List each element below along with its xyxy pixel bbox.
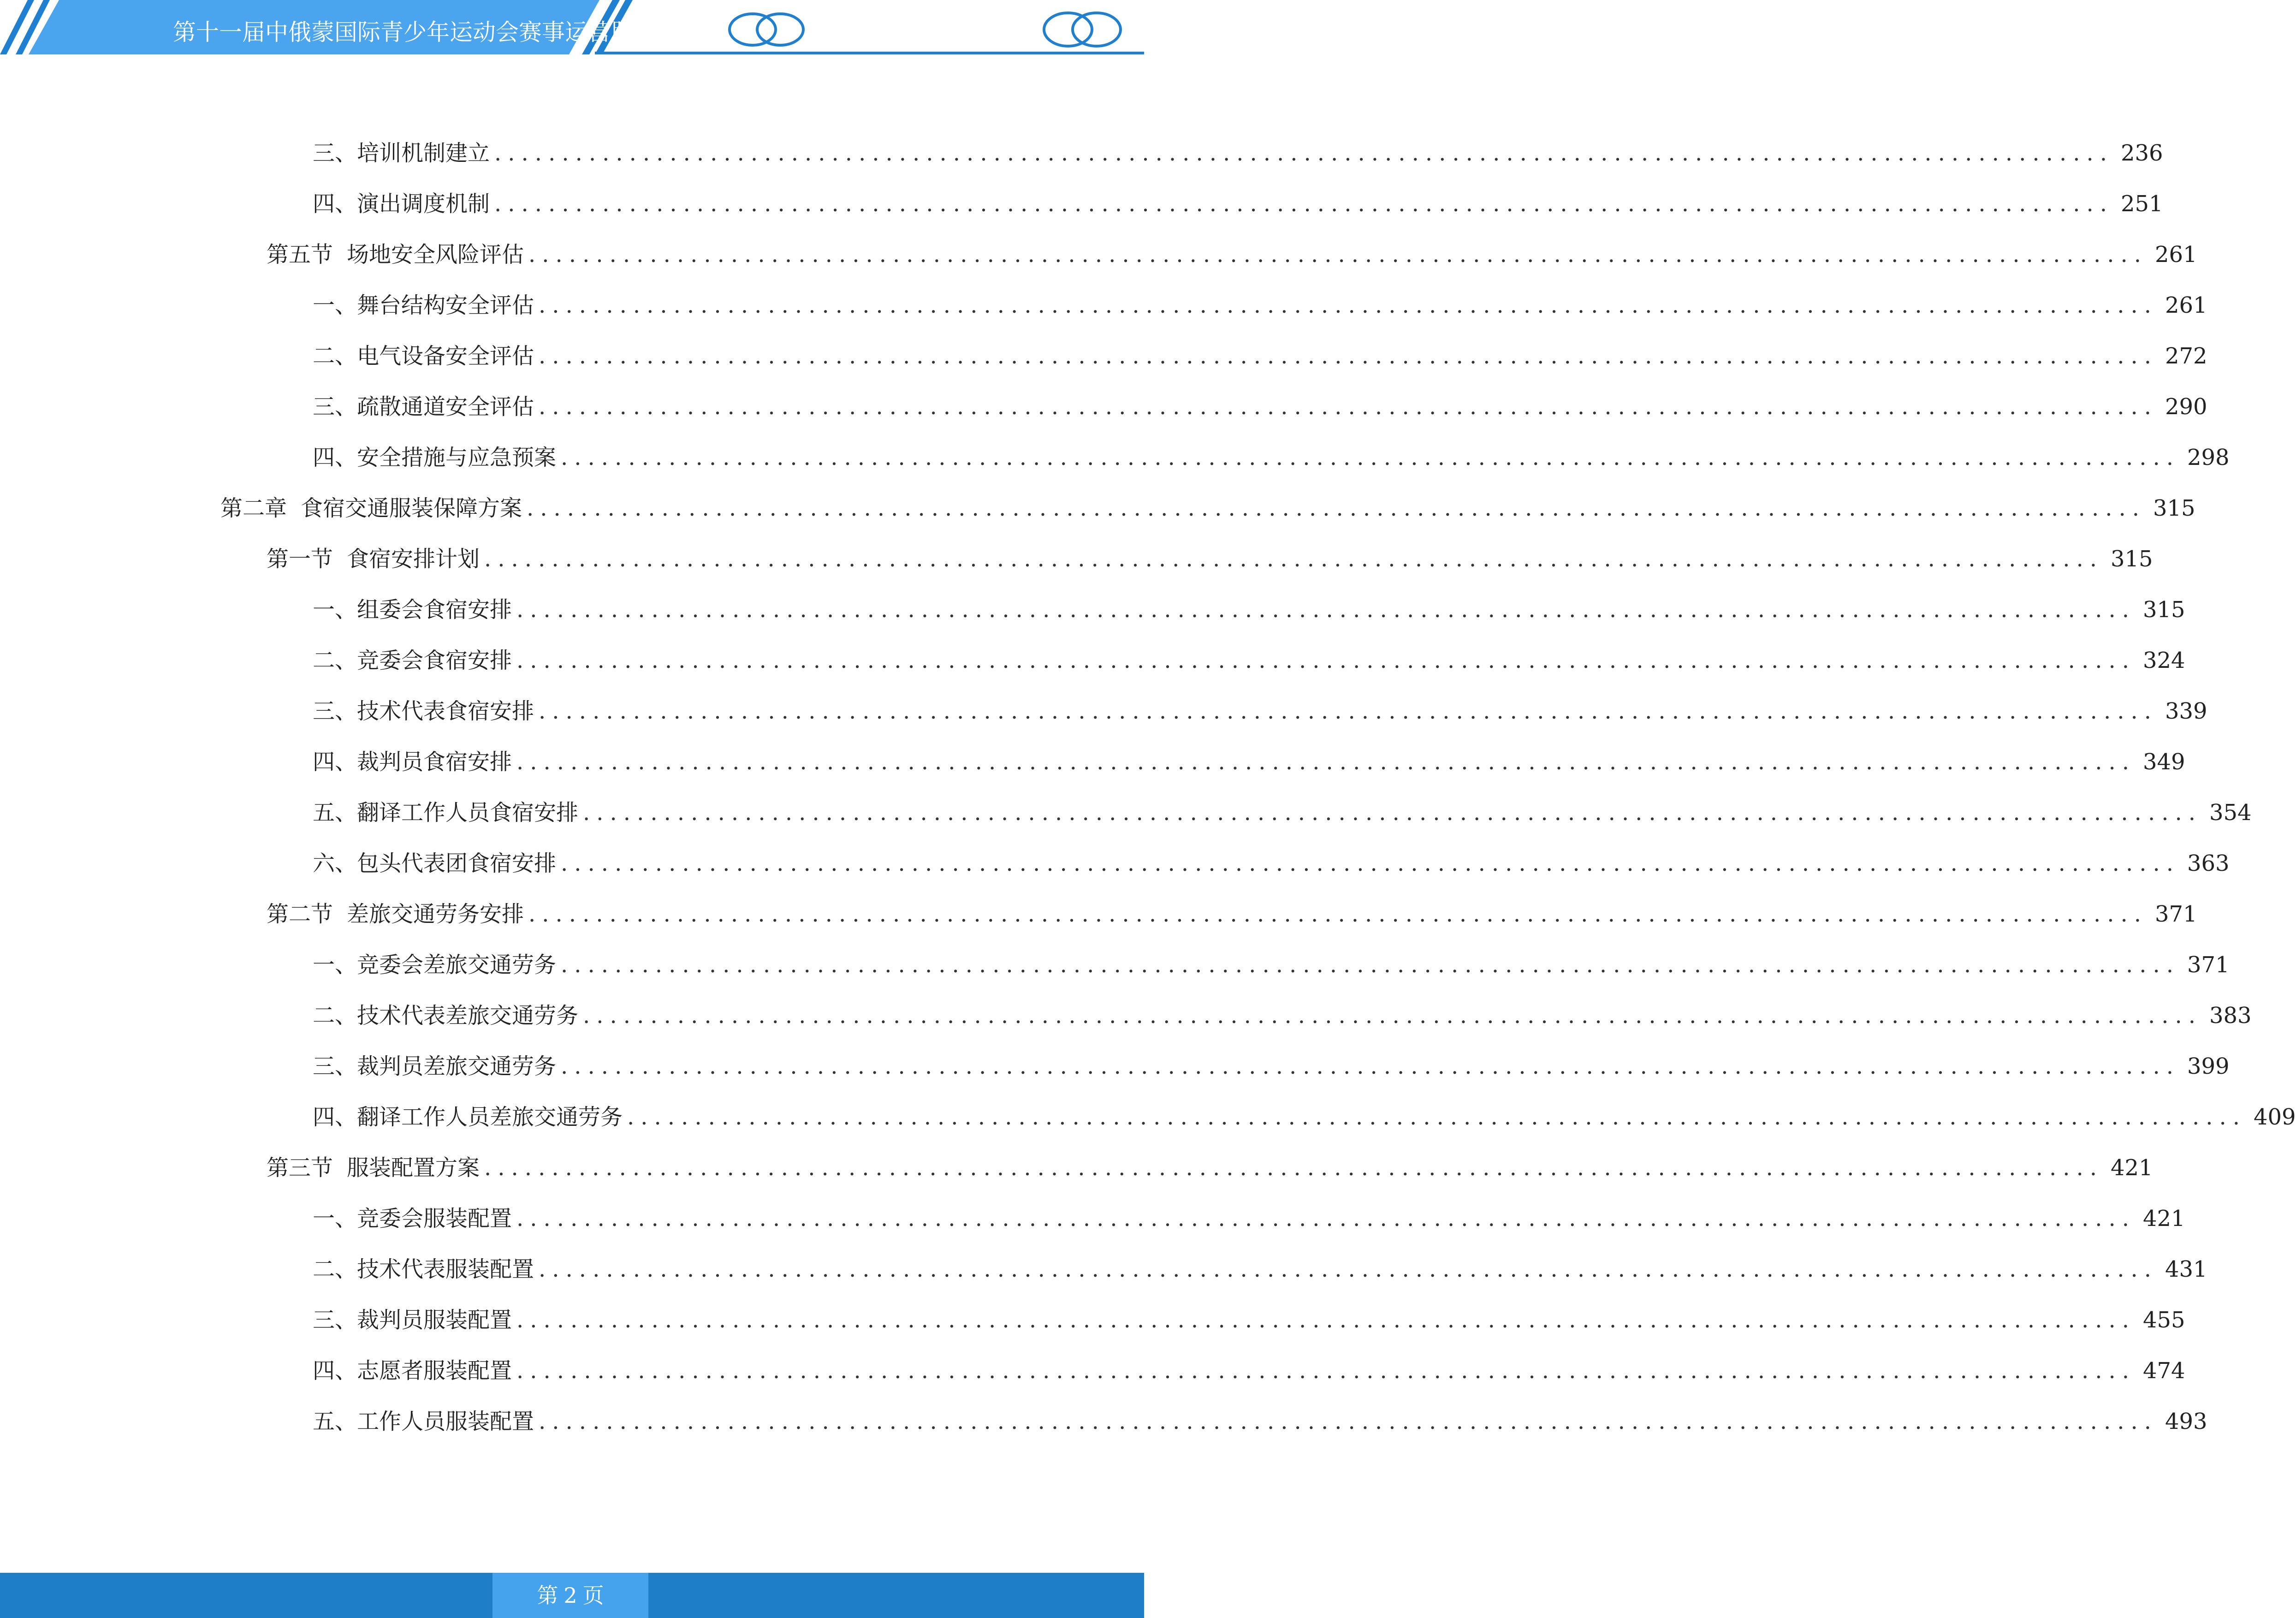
- toc-entry-title: 安全措施与应急预案: [357, 445, 557, 470]
- toc-entry-number: 二、: [313, 343, 357, 369]
- toc-entry[interactable]: [267, 1149, 2153, 1186]
- toc-entry-number: 四、: [313, 445, 357, 470]
- toc-entry[interactable]: [313, 642, 2185, 679]
- toc-entry-title: 场地安全风险评估: [347, 242, 524, 268]
- toc-entry-number: 六、: [313, 851, 357, 876]
- toc-dot-leader: ........................................................................................................................: [561, 952, 2180, 978]
- toc-entry-title: 服装配置方案: [347, 1155, 480, 1181]
- toc-dot-leader: ........................................................................................................................: [583, 1003, 2202, 1029]
- toc-entry-number: 三、: [313, 1053, 357, 1079]
- toc-dot-leader: ........................................................................................................................: [539, 698, 2158, 724]
- toc-dot-leader: ........................................................................................................................: [539, 292, 2158, 318]
- toc-entry[interactable]: [313, 794, 2252, 831]
- toc-entry[interactable]: [313, 1099, 2296, 1136]
- toc-entry-number: 第三节: [267, 1155, 333, 1181]
- toc-entry-title: 食宿交通服装保障方案: [301, 495, 522, 521]
- toc-dot-leader: ........................................................................................................................: [561, 851, 2180, 876]
- toc-entry[interactable]: [267, 236, 2197, 273]
- toc-dot-leader: ........................................................................................................................: [527, 495, 2146, 521]
- toc-dot-leader: ........................................................................................................................: [539, 343, 2158, 369]
- toc-dot-leader: ........................................................................................................................: [539, 1256, 2158, 1282]
- toc-entry-title: 裁判员服装配置: [357, 1307, 512, 1333]
- toc-entry-title: 技术代表食宿安排: [357, 698, 534, 724]
- toc-entry[interactable]: [313, 997, 2252, 1034]
- page-footer: [0, 1573, 1144, 1618]
- toc-entry[interactable]: [313, 845, 2230, 882]
- toc-entry-title: 工作人员服装配置: [357, 1409, 534, 1434]
- toc-entry[interactable]: [313, 946, 2230, 983]
- toc-entry[interactable]: [267, 541, 2153, 577]
- toc-dot-leader: ........................................................................................................................: [561, 445, 2180, 470]
- toc-entry-number: 第二节: [267, 901, 333, 927]
- toc-entry-title: 翻译工作人员食宿安排: [357, 800, 579, 826]
- toc-entry-number: 一、: [313, 1206, 357, 1231]
- toc-entry[interactable]: [313, 287, 2207, 324]
- page-suffix: 页: [582, 1583, 604, 1608]
- toc-entry-number: 二、: [313, 1256, 357, 1282]
- toc-dot-leader: ........................................................................................................................: [539, 1409, 2158, 1434]
- toc-dot-leader: ........................................................................................................................: [516, 1307, 2136, 1333]
- toc-entry-title: 演出调度机制: [357, 191, 490, 217]
- toc-dot-leader: ........................................................................................................................: [494, 191, 2113, 217]
- toc-entry-page: 363: [2187, 851, 2230, 876]
- toc-entry[interactable]: [313, 135, 2163, 172]
- toc-entry-number: 一、: [313, 597, 357, 623]
- toc-entry-number: 二、: [313, 1003, 357, 1029]
- toc-entry-title: 包头代表团食宿安排: [357, 851, 557, 876]
- toc-dot-leader: ........................................................................................................................: [539, 394, 2158, 420]
- toc-dot-leader: ........................................................................................................................: [516, 1358, 2136, 1384]
- toc-entry-page: 315: [2110, 546, 2153, 572]
- toc-entry[interactable]: [313, 1048, 2230, 1085]
- page-header: [0, 0, 1144, 60]
- toc-entry-number: 第一节: [267, 546, 333, 572]
- toc-entry[interactable]: [313, 1352, 2185, 1389]
- toc-entry-page: 339: [2165, 698, 2207, 724]
- toc-entry-page: 383: [2209, 1003, 2252, 1029]
- toc-entry-page: 251: [2120, 191, 2163, 217]
- toc-entry-title: 技术代表差旅交通劳务: [357, 1003, 579, 1029]
- toc-entry-title: 差旅交通劳务安排: [347, 901, 524, 927]
- toc-entry[interactable]: [313, 338, 2207, 375]
- toc-entry-page: 315: [2153, 495, 2195, 521]
- toc-entry-number: 五、: [313, 800, 357, 826]
- toc-entry-number: 四、: [313, 1358, 357, 1384]
- toc-entry-page: 315: [2142, 597, 2185, 623]
- toc-entry[interactable]: [313, 439, 2230, 476]
- toc-entry[interactable]: [267, 896, 2197, 933]
- toc-entry-title: 竞委会服装配置: [357, 1206, 512, 1231]
- header-title: 第十一届中俄蒙国际青少年运动会赛事运营服务方案: [173, 19, 703, 46]
- toc-entry[interactable]: [313, 388, 2207, 425]
- toc-entry-title: 翻译工作人员差旅交通劳务: [357, 1104, 623, 1130]
- toc-entry-page: 371: [2187, 952, 2230, 978]
- toc-entry-page: 261: [2165, 292, 2207, 318]
- toc-entry[interactable]: [313, 1200, 2185, 1237]
- toc-entry-page: 298: [2187, 445, 2230, 470]
- toc-entry-title: 食宿安排计划: [347, 546, 480, 572]
- toc-dot-leader: ........................................................................................................................: [516, 749, 2136, 775]
- toc-entry-number: 四、: [313, 1104, 357, 1130]
- toc-entry-title: 组委会食宿安排: [357, 597, 512, 623]
- toc-entry-title: 裁判员食宿安排: [357, 749, 512, 775]
- toc-entry-page: 354: [2209, 800, 2252, 826]
- toc-entry[interactable]: [313, 1251, 2207, 1288]
- toc-entry-number: 三、: [313, 394, 357, 420]
- toc-dot-leader: ........................................................................................................................: [484, 546, 2103, 572]
- toc-entry-page: 421: [2110, 1155, 2153, 1181]
- toc-entry-title: 疏散通道安全评估: [357, 394, 534, 420]
- toc-entry-page: 399: [2187, 1053, 2230, 1079]
- toc-dot-leader: ........................................................................................................................: [516, 648, 2136, 673]
- toc-dot-leader: ........................................................................................................................: [583, 800, 2202, 826]
- toc-entry[interactable]: [313, 744, 2185, 780]
- toc-dot-leader: ........................................................................................................................: [528, 242, 2148, 268]
- toc-entry-title: 裁判员差旅交通劳务: [357, 1053, 557, 1079]
- toc-entry-number: 五、: [313, 1409, 357, 1434]
- toc-entry[interactable]: [313, 591, 2185, 628]
- toc-dot-leader: ........................................................................................................................: [484, 1155, 2103, 1181]
- toc-entry-title: 技术代表服装配置: [357, 1256, 534, 1282]
- toc-entry-page: 236: [2120, 140, 2163, 166]
- toc-entry-title: 竞委会食宿安排: [357, 648, 512, 673]
- toc-entry-number: 四、: [313, 191, 357, 217]
- toc-entry[interactable]: [313, 693, 2207, 730]
- page-number: 2: [564, 1583, 577, 1608]
- toc-entry-page: 349: [2142, 749, 2185, 775]
- toc-entry-number: 四、: [313, 749, 357, 775]
- toc-entry[interactable]: [313, 185, 2163, 222]
- toc-entry-page: 272: [2165, 343, 2207, 369]
- toc-dot-leader: ........................................................................................................................: [494, 140, 2113, 166]
- toc-dot-leader: ........................................................................................................................: [561, 1053, 2180, 1079]
- toc-entry-number: 三、: [313, 140, 357, 166]
- toc-entry-number: 一、: [313, 952, 357, 978]
- toc-entry-page: 409: [2253, 1104, 2296, 1130]
- toc-entry-number: 一、: [313, 292, 357, 318]
- toc-entry-number: 二、: [313, 648, 357, 673]
- toc-entry-page: 371: [2154, 901, 2197, 927]
- toc-dot-leader: ........................................................................................................................: [627, 1104, 2246, 1130]
- toc-entry-number: 第二章: [220, 495, 287, 521]
- toc-entry-title: 竞委会差旅交通劳务: [357, 952, 557, 978]
- toc-entry-title: 志愿者服装配置: [357, 1358, 512, 1384]
- toc-entry[interactable]: [220, 490, 2195, 527]
- toc-entry-title: 电气设备安全评估: [357, 343, 534, 369]
- toc-entry[interactable]: [313, 1302, 2185, 1338]
- toc-entry[interactable]: [313, 1403, 2207, 1440]
- toc-entry-number: 三、: [313, 1307, 357, 1333]
- toc-entry-page: 455: [2142, 1307, 2185, 1333]
- toc-entry-title: 舞台结构安全评估: [357, 292, 534, 318]
- toc-entry-page: 421: [2142, 1206, 2185, 1231]
- page-number-box: [492, 1573, 648, 1618]
- toc-dot-leader: ........................................................................................................................: [516, 597, 2136, 623]
- toc-entry-page: 324: [2142, 648, 2185, 673]
- toc-entry-page: 474: [2142, 1358, 2185, 1384]
- toc-entry-page: 431: [2165, 1256, 2207, 1282]
- toc-entry-number: 三、: [313, 698, 357, 724]
- toc-entry-title: 培训机制建立: [357, 140, 490, 166]
- toc-entry-page: 290: [2165, 394, 2207, 420]
- double-ring-logo-icon-right: [1044, 13, 1121, 46]
- toc-entry-page: 493: [2165, 1409, 2207, 1434]
- page-prefix: 第: [537, 1583, 558, 1608]
- toc-entry-number: 第五节: [267, 242, 333, 268]
- toc-entry-page: 261: [2154, 242, 2197, 268]
- toc-dot-leader: ........................................................................................................................: [516, 1206, 2136, 1231]
- toc-dot-leader: ........................................................................................................................: [528, 901, 2148, 927]
